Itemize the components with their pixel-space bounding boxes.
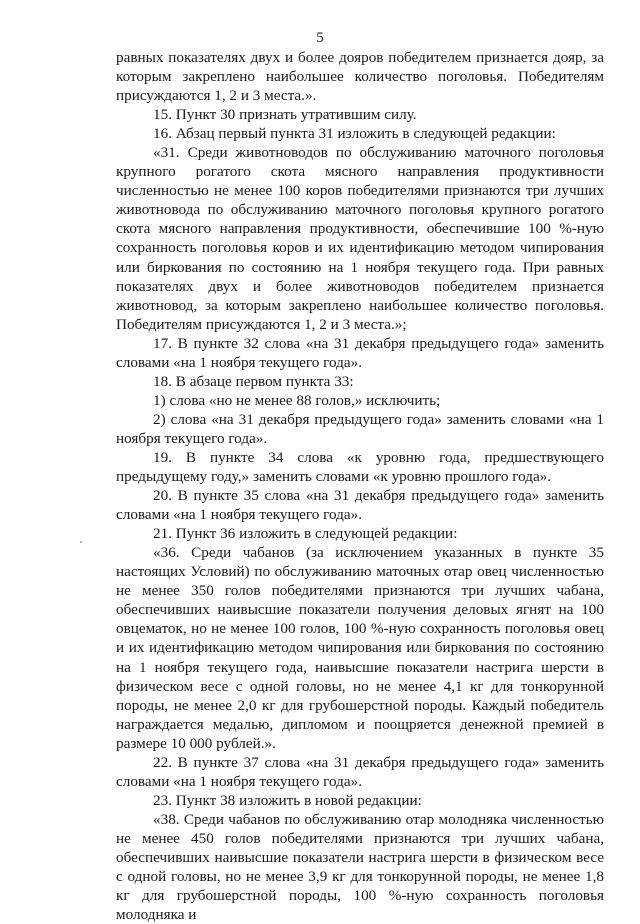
paragraph: равных показателях двух и более дояров победителем признается дояр, за которым закреплено наибольшее количество поголовья. Победителям присуждаются 1, 2 и 3 места.».: [116, 49, 604, 105]
paragraph: 21. Пункт 36 изложить в следующей редакции:: [153, 525, 458, 543]
paragraph: 18. В абзаце первом пункта 33:: [153, 372, 354, 390]
paragraph: 16. Абзац первый пункта 31 изложить в следующей редакции:: [153, 125, 556, 143]
paragraph: 22. В пункте 37 слова «на 31 декабря предыдущего года» заменить словами «на 1 ноября текущего года».: [116, 753, 604, 790]
document-body: [116, 48, 604, 924]
paragraph: «36. Среди чабанов (за исключением указанных в пункте 35 настоящих Условий) по обслуживанию маточных отар овец численностью не менее 350 голов победителями признаются три лучших чабана, обеспечивших наивысшие показатели получения деловых ягнят на 100 овцематок, но не менее 100 голов, 100 %-ную сохранность поголовья овец и их идентификацию методом чипирования или биркования по состоянию на 1 ноября текущего года, наивысшие показатели настрига шерсти в физическом весе с одной головы, но не менее 4,1 кг для тонкорунной породы, не менее 2,0 кг для грубошерстной породы. Каждый победитель награждается медалью, дипломом и поощряется денежной премией в размере 10 000 рублей.».: [116, 544, 604, 752]
page-number: 5: [316, 30, 324, 46]
paragraph: 20. В пункте 35 слова «на 31 декабря предыдущего года» заменить словами «на 1 ноября текущего года».: [116, 487, 604, 524]
paragraph: 19. В пункте 34 слова «к уровню года, предшествующего предыдущему году,» заменить словами «к уровню прошлого года».: [116, 448, 604, 486]
margin-mark: [80, 541, 82, 543]
paragraph: 15. Пункт 30 признать утратившим силу.: [153, 106, 417, 124]
paragraph: «31. Среди животноводов по обслуживанию маточного поголовья крупного рогатого скота мясного направления продуктивности численностью не менее 100 коров победителями признаются три лучших животновода по обслуживанию маточного поголовья крупного рогатого скота мясного направления продуктивности, обеспечившие 100 %-ную сохранность поголовья коров и их идентификацию методом чипирования или биркования по состоянию на 1 ноября текущего года. При равных показателях двух и более животноводов победителем признается животновод, за которым закреплено наибольшее количество поголовья. Победителям присуждаются 1, 2 и 3 места.»;: [116, 144, 604, 333]
paragraph: 1) слова «но не менее 88 голов,» исключить;: [153, 391, 441, 409]
paragraph: 2) слова «на 31 декабря предыдущего года» заменить словами «на 1 ноября текущего года».: [116, 410, 604, 447]
paragraph: 17. В пункте 32 слова «на 31 декабря предыдущего года» заменить словами «на 1 ноября текущего года».: [116, 334, 604, 371]
paragraph: «38. Среди чабанов по обслуживанию отар молодняка численностью не менее 450 голов победителями признаются три лучших чабана, обеспечивших наивысшие показатели настрига шерсти в физическом весе с одной головы, но не менее 3,9 кг для тонкорунной породы, не менее 1,8 кг для грубошерстной породы, 100 %-ную сохранность поголовья молодняка и: [116, 810, 604, 924]
paragraph: 23. Пункт 38 изложить в новой редакции:: [153, 791, 422, 809]
